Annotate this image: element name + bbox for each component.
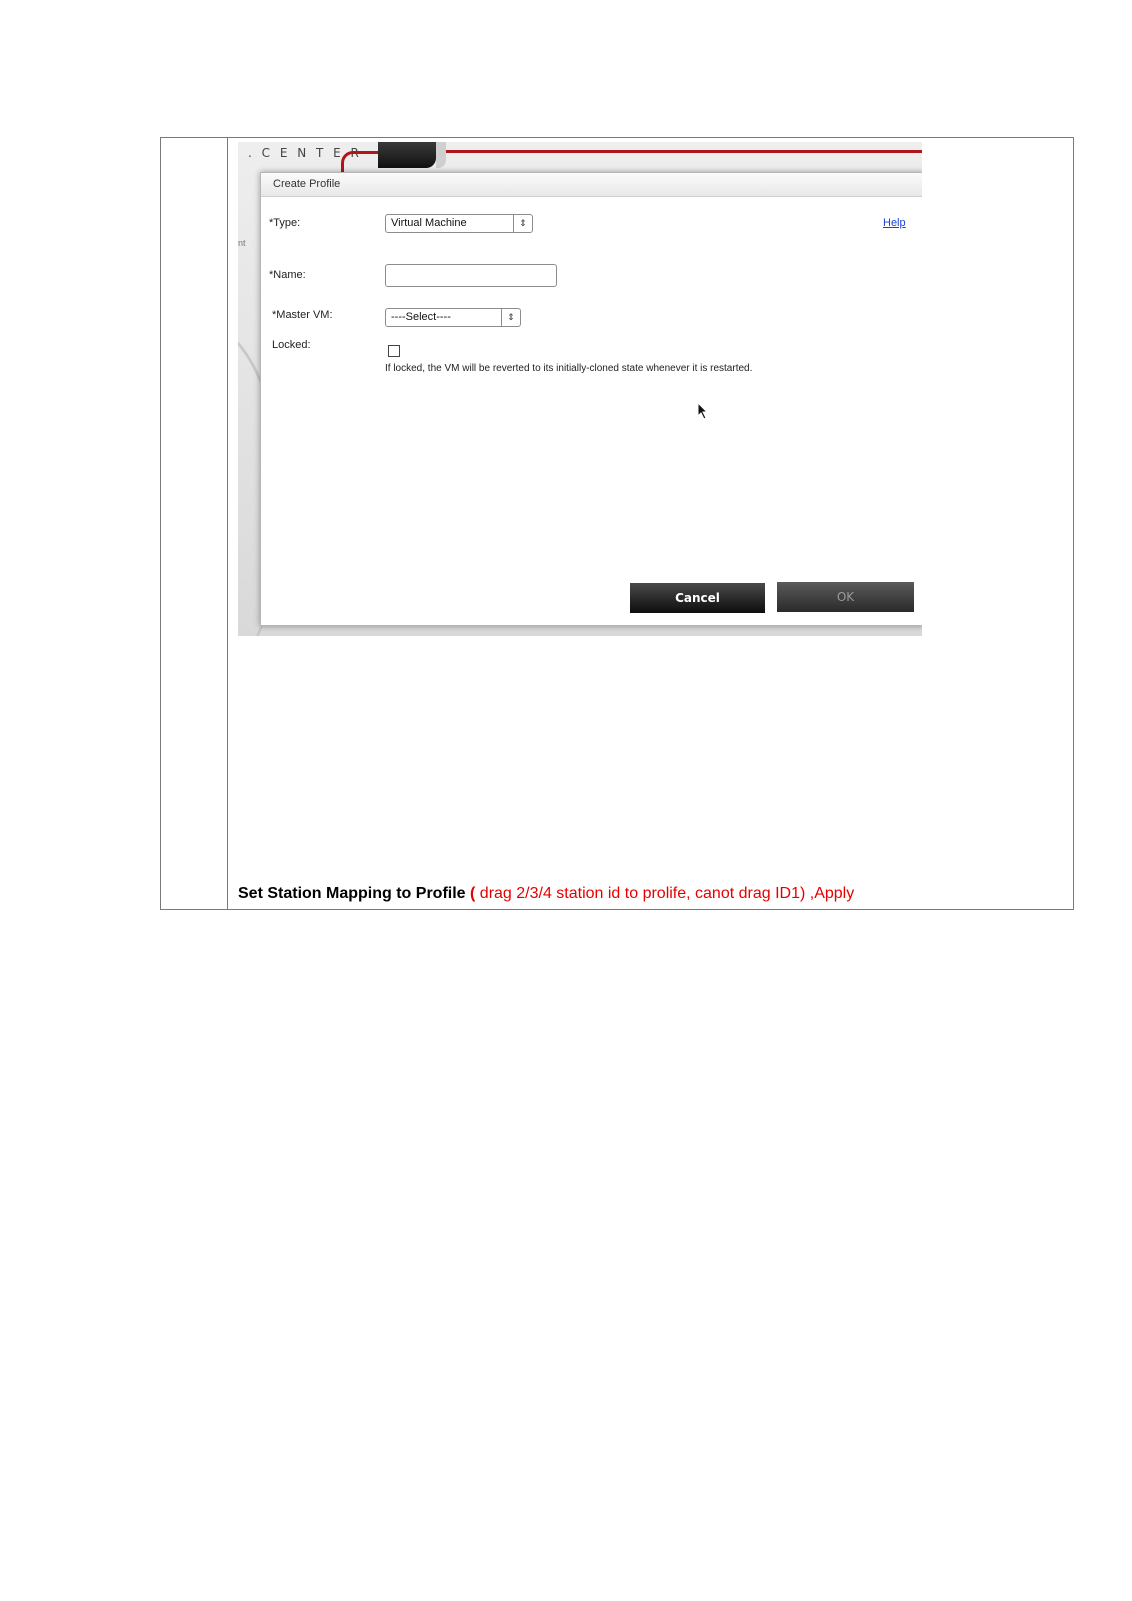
caption-bold-text: Set Station Mapping to Profile xyxy=(238,885,466,902)
name-label: *Name: xyxy=(269,269,306,281)
help-link[interactable]: Help xyxy=(883,217,906,229)
locked-checkbox[interactable] xyxy=(388,345,400,357)
locked-note: If locked, the VM will be reverted to its initially-cloned state whenever it is restarted. xyxy=(385,363,753,374)
create-profile-dialog xyxy=(260,172,922,626)
mouse-cursor-icon xyxy=(697,402,709,425)
background-brand-text: . C E N T E R xyxy=(248,146,362,160)
master-vm-select[interactable] xyxy=(385,308,521,327)
background-red-line xyxy=(436,150,922,153)
ok-button[interactable]: OK xyxy=(777,582,914,612)
type-select-value: Virtual Machine xyxy=(391,217,467,229)
cancel-button[interactable]: Cancel xyxy=(630,583,765,613)
type-label: *Type: xyxy=(269,217,301,229)
select-arrows-icon: ⇕ xyxy=(501,309,520,326)
select-arrows-icon: ⇕ xyxy=(513,215,532,232)
embedded-screenshot xyxy=(238,142,922,636)
caption-red-text: drag 2/3/4 station id to prolife, canot drag ID1) ,Apply xyxy=(475,885,855,902)
master-vm-label: *Master VM: xyxy=(272,309,333,321)
type-select[interactable] xyxy=(385,214,533,233)
table-column-divider xyxy=(227,137,228,910)
caption-red-paren: ( xyxy=(470,885,476,902)
name-input[interactable] xyxy=(385,264,557,287)
step-caption xyxy=(238,885,854,903)
background-dark-tab xyxy=(378,142,436,168)
locked-label: Locked: xyxy=(272,339,311,351)
background-side-text: nt xyxy=(238,238,246,248)
dialog-title: Create Profile xyxy=(261,173,922,197)
master-vm-select-value: ----Select---- xyxy=(391,311,451,323)
